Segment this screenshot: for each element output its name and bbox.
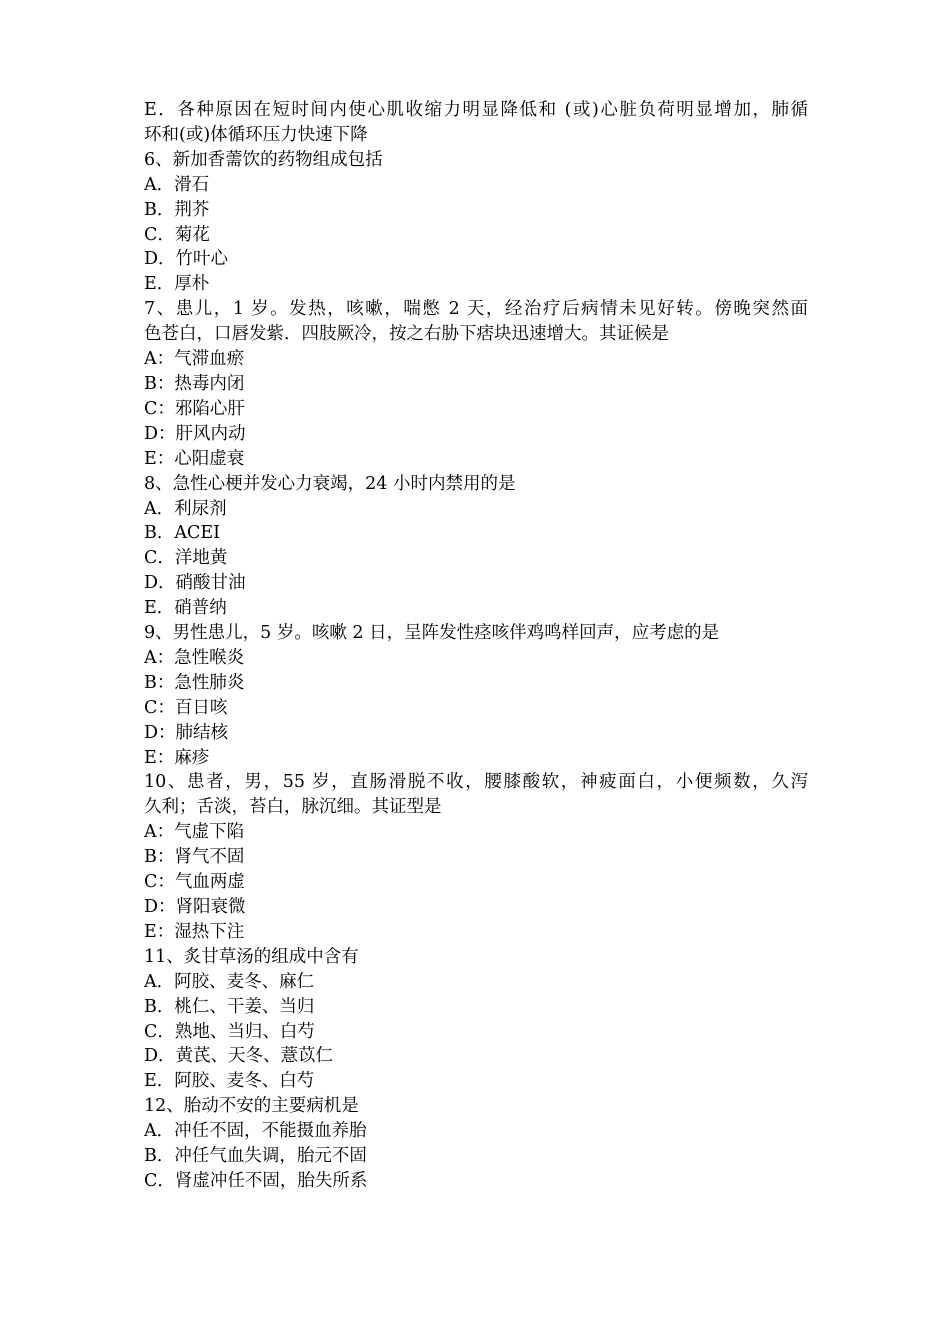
text-line: C．熟地、当归、白芍: [144, 1021, 315, 1042]
text-line: B：肾气不固: [144, 847, 245, 868]
text-line: E．各种原因在短时间内使心肌收缩力明显降低和 (或)心脏负荷明显增加，肺循: [144, 100, 808, 120]
text-line: B：热毒内闭: [144, 373, 245, 394]
text-line: E．硝普纳: [144, 598, 227, 619]
text-line: A：急性喉炎: [144, 647, 245, 668]
text-line: B．桃仁、干姜、当归: [144, 996, 315, 1017]
text-line: A：气滞血瘀: [144, 349, 245, 370]
text-line: C：百日咳: [144, 697, 228, 718]
text-line: D．竹叶心: [144, 249, 229, 270]
text-line: C．肾虚冲任不固，胎失所系: [144, 1170, 368, 1191]
text-line: 色苍白，口唇发紫．四肢厥冷，按之右胁下痞块迅速增大。其证候是: [144, 324, 669, 345]
text-line: 9、男性患儿，5 岁。咳嗽 2 日，呈阵发性痉咳伴鸡鸣样回声，应考虑的是: [144, 623, 720, 644]
text-line: A．利尿剂: [144, 498, 227, 519]
text-line: 12、胎动不安的主要病机是: [144, 1096, 359, 1117]
text-line: C．洋地黄: [144, 548, 228, 569]
text-line: 8、急性心梗并发心力衰竭，24 小时内禁用的是: [144, 473, 516, 494]
text-line: B．冲任气血失调，胎元不固: [144, 1146, 367, 1167]
text-line: B．ACEI: [144, 523, 221, 544]
text-line: C．菊花: [144, 224, 210, 245]
text-line: D：肝风内动: [144, 423, 246, 444]
text-line: E：麻疹: [144, 747, 210, 768]
text-line: A．阿胶、麦冬、麻仁: [144, 971, 315, 992]
text-line: D．黄芪、天冬、薏苡仁: [144, 1046, 334, 1067]
text-line: 久利；舌淡，苔白，脉沉细。其证型是: [144, 797, 442, 818]
text-line: A：气虚下陷: [144, 822, 245, 843]
text-line: E：湿热下注: [144, 921, 245, 942]
text-line: 环和(或)体循环压力快速下降: [144, 124, 368, 145]
text-line: E：心阳虚衰: [144, 448, 245, 469]
text-line: B．荆芥: [144, 199, 210, 220]
text-line: 7、患儿，1 岁。发热，咳嗽，喘憋 2 天，经治疗后病情未见好转。傍晚突然面: [144, 299, 808, 320]
text-line: D．硝酸甘油: [144, 573, 246, 594]
text-line: E．厚朴: [144, 274, 210, 295]
text-line: D：肾阳衰微: [144, 897, 246, 917]
text-line: 6、新加香薷饮的药物组成包括: [144, 149, 383, 170]
text-line: 11、炙甘草汤的组成中含有: [144, 946, 359, 967]
text-line: D：肺结核: [144, 722, 229, 743]
text-line: 10、患者，男，55 岁，直肠滑脱不收，腰膝酸软，神疲面白，小便频数，久泻: [144, 772, 808, 793]
text-line: A．滑石: [144, 174, 210, 195]
text-line: A．冲任不固，不能摄血养胎: [144, 1121, 367, 1142]
text-line: C：邪陷心肝: [144, 398, 245, 419]
text-line: E．阿胶、麦冬、白芍: [144, 1071, 315, 1092]
text-line: B：急性肺炎: [144, 672, 245, 693]
text-line: C：气血两虚: [144, 872, 245, 893]
document-page: [144, 98, 808, 1194]
